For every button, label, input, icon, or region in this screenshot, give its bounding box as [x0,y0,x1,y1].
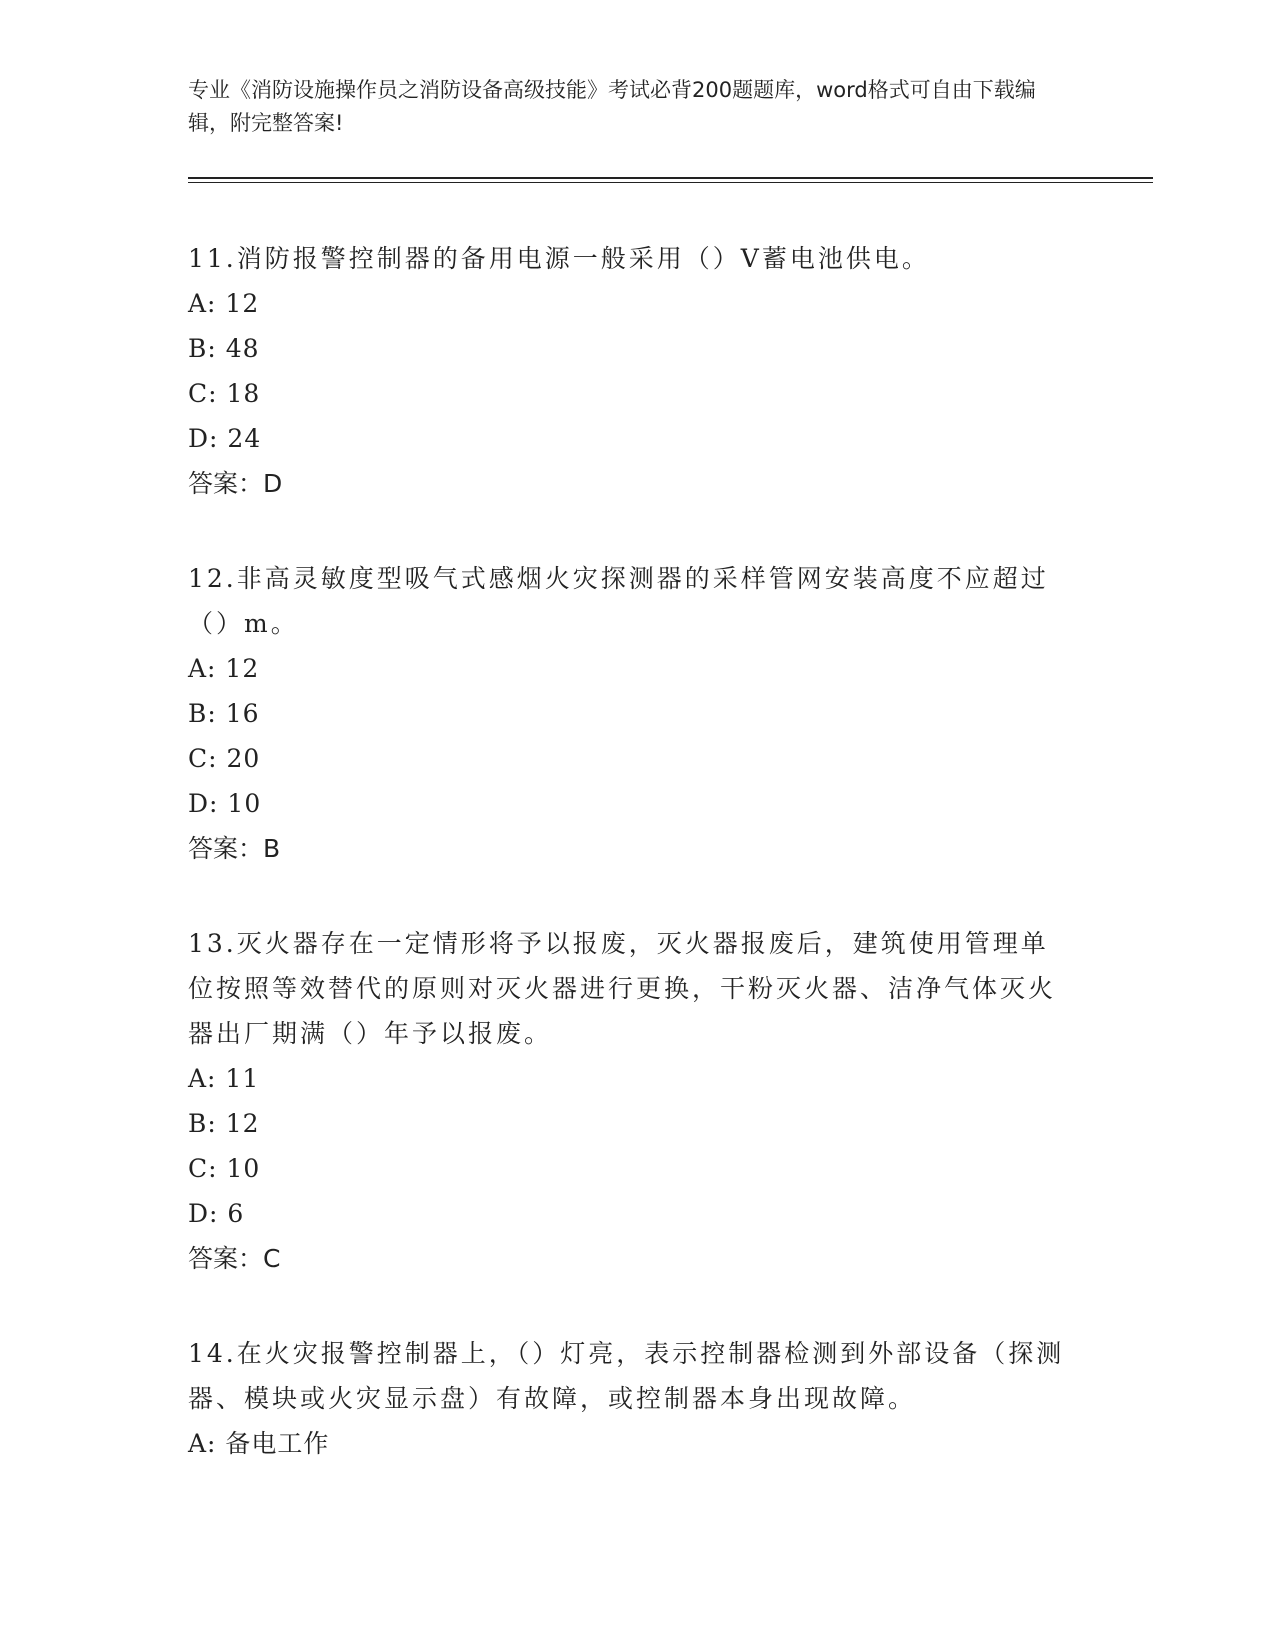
option-c: C: 18 [188,379,261,408]
option-a: A: 12 [188,654,260,683]
option-c: C: 10 [188,1154,261,1183]
option-b: B: 12 [188,1109,260,1138]
answer-line: 答案：C [188,1244,281,1273]
question-14 [188,1331,1068,1466]
question-11 [188,236,1068,507]
question-stem: 11.消防报警控制器的备用电源一般采用（）V蓄电池供电。 [188,244,930,273]
question-13 [188,921,1068,1282]
question-stem: 12.非高灵敏度型吸气式感烟火灾探测器的采样管网安装高度不应超过（）m。 [188,564,1049,638]
question-12 [188,556,1068,872]
option-d: D: 10 [188,789,262,818]
answer-line: 答案：B [188,834,281,863]
option-d: D: 6 [188,1199,245,1228]
option-a: A: 11 [188,1064,260,1093]
question-stem: 14.在火灾报警控制器上，（）灯亮，表示控制器检测到外部设备（探测器、模块或火灾显示盘）有故障，或控制器本身出现故障。 [188,1339,1065,1413]
option-b: B: 16 [188,699,260,728]
option-a: A: 12 [188,289,260,318]
question-stem: 13.灭火器存在一定情形将予以报废，灭火器报废后，建筑使用管理单位按照等效替代的原则对灭火器进行更换，干粉灭火器、洁净气体灭火器出厂期满（）年予以报废。 [188,929,1057,1048]
option-c: C: 20 [188,744,261,773]
document-intro [188,74,1068,140]
header-divider-thick [188,177,1153,179]
option-d: D: 24 [188,424,262,453]
option-b: B: 48 [188,334,260,363]
option-a: A: 备电工作 [188,1429,330,1458]
answer-line: 答案：D [188,469,283,498]
header-divider-thin [188,182,1153,183]
question-list [188,236,1068,1515]
intro-text: 专业《消防设施操作员之消防设备高级技能》考试必背200题题库，word格式可自由下载编辑，附完整答案! [188,78,1036,135]
